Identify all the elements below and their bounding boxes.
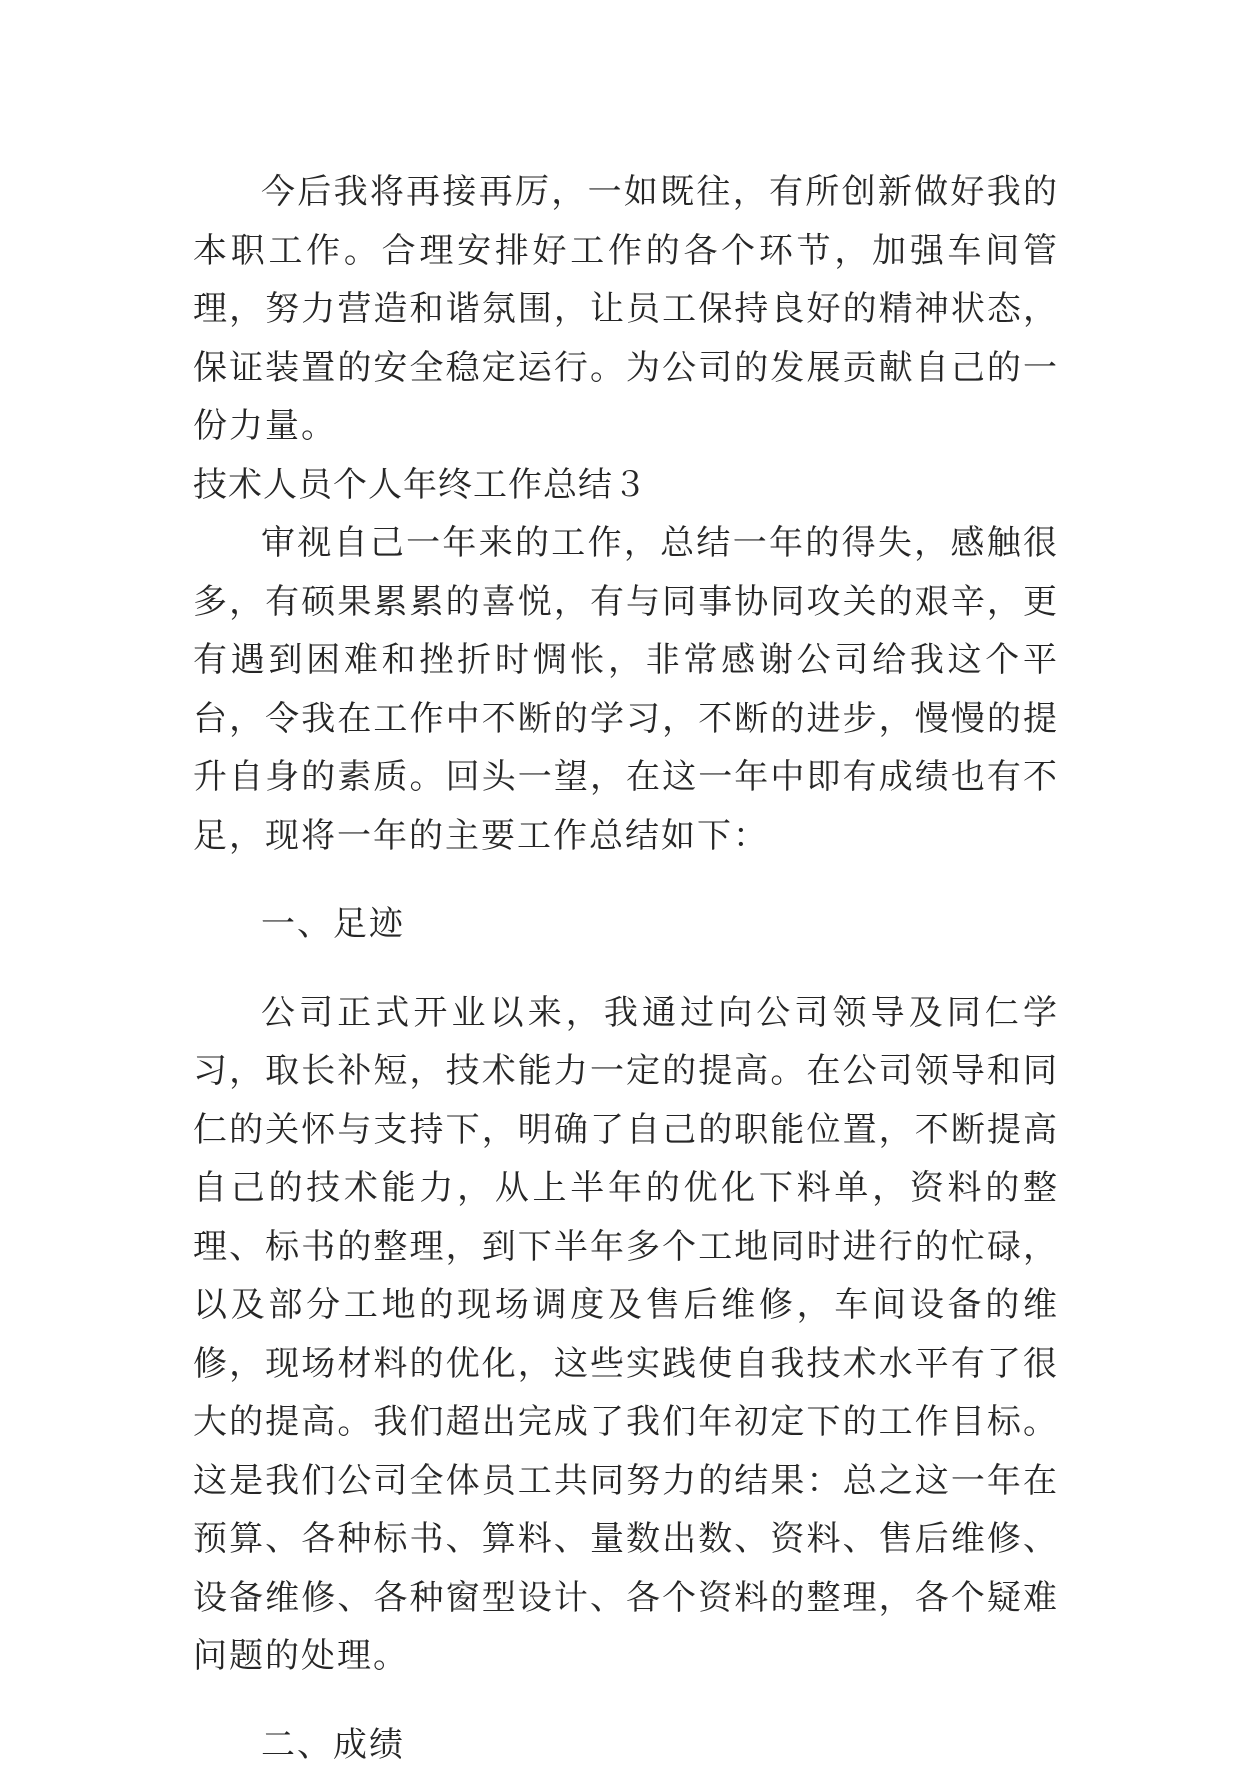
section-heading-footprints: 一、足迹 bbox=[193, 895, 1059, 954]
closing-paragraph: 今后我将再接再厉，一如既往，有所创新做好我的本职工作。合理安排好工作的各个环节，加强车间管理，努力营造和谐氛围，让员工保持良好的精神状态，保证装置的安全稳定运行。为公司的发展贡献自己的一份力量。 bbox=[193, 163, 1059, 456]
section-heading-achievements: 二、成绩 bbox=[193, 1716, 1059, 1774]
document-body bbox=[193, 163, 1059, 1774]
section-title: 技术人员个人年终工作总结３ bbox=[193, 456, 1059, 515]
intro-paragraph: 审视自己一年来的工作，总结一年的得失，感触很多，有硕果累累的喜悦，有与同事协同攻关的艰辛，更有遇到困难和挫折时惆怅，非常感谢公司给我这个平台，令我在工作中不断的学习，不断的进步，慢慢的提升自身的素质。回头一望，在这一年中即有成绩也有不足，现将一年的主要工作总结如下： bbox=[193, 514, 1059, 865]
footprints-paragraph: 公司正式开业以来，我通过向公司领导及同仁学习，取长补短，技术能力一定的提高。在公司领导和同仁的关怀与支持下，明确了自己的职能位置，不断提高自己的技术能力，从上半年的优化下料单，资料的整理、标书的整理，到下半年多个工地同时进行的忙碌，以及部分工地的现场调度及售后维修，车间设备的维修，现场材料的优化，这些实践使自我技术水平有了很大的提高。我们超出完成了我们年初定下的工作目标。这是我们公司全体员工共同努力的结果：总之这一年在预算、各种标书、算料、量数出数、资料、售后维修、设备维修、各种窗型设计、各个资料的整理，各个疑难问题的处理。 bbox=[193, 984, 1059, 1686]
